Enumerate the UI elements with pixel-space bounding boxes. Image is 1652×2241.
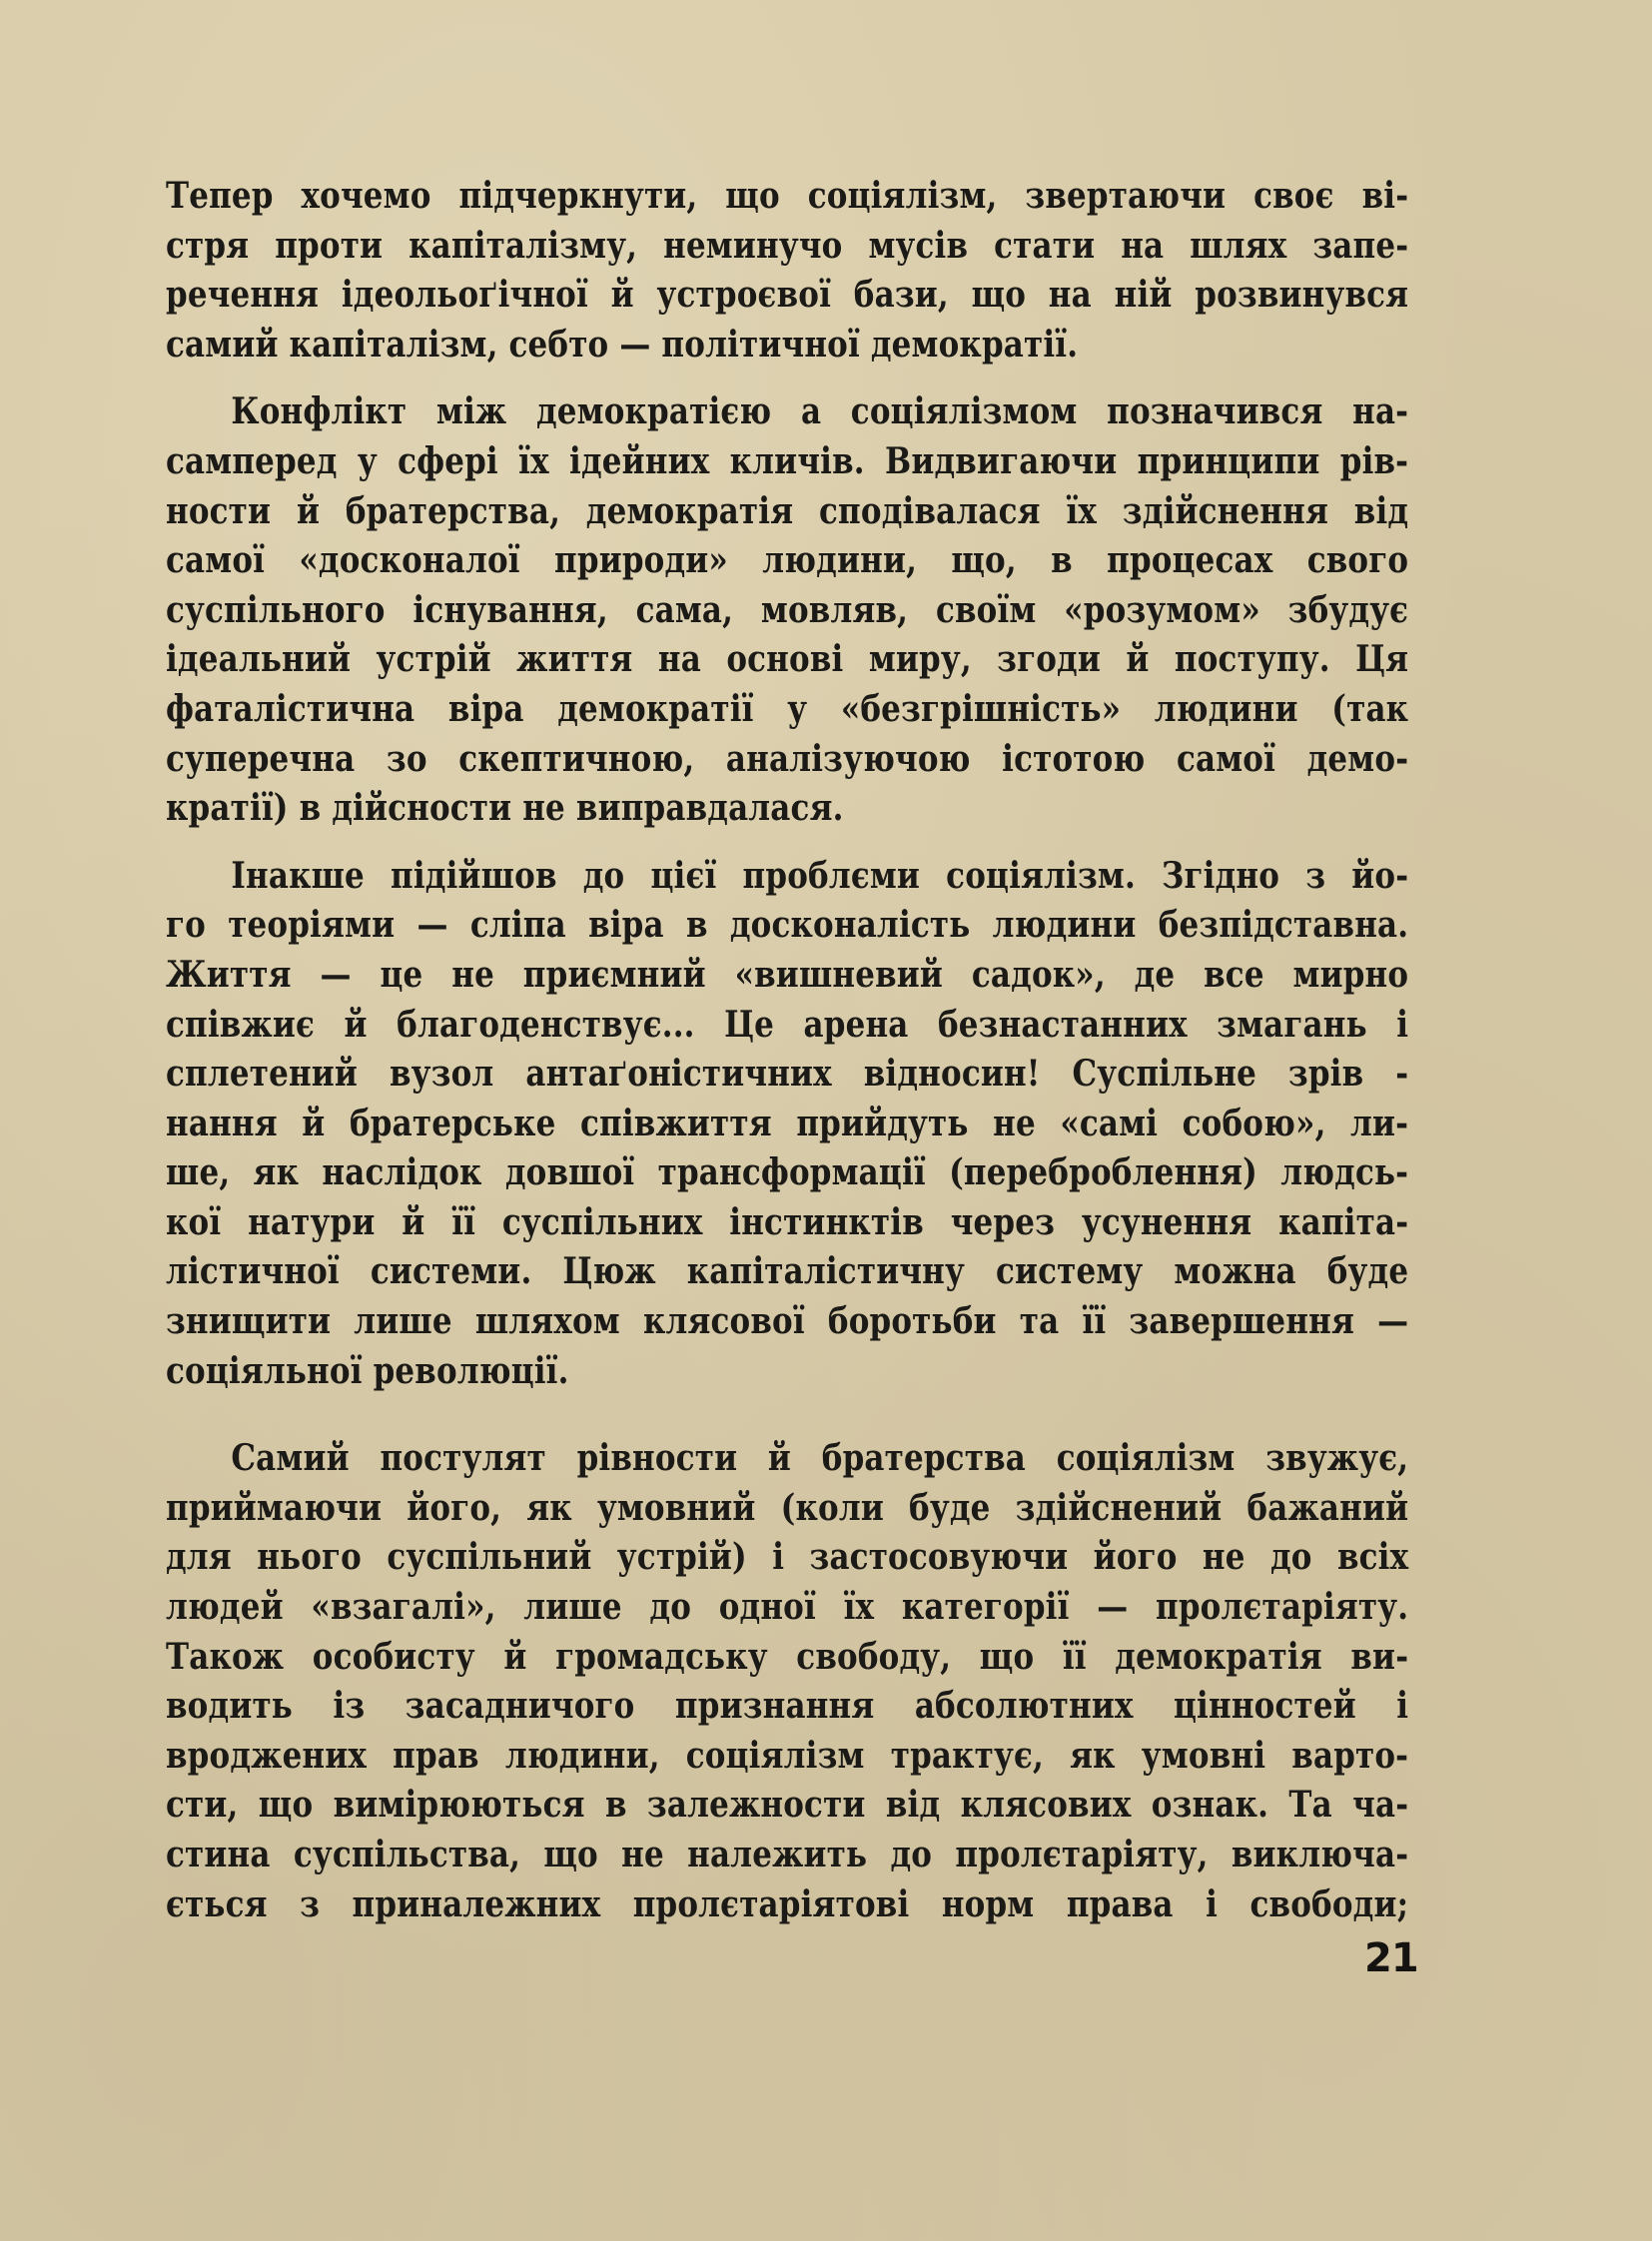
text-line: вроджених прав людини, соціялізм трактує, як умовні варто- (166, 1734, 1409, 1777)
text-line: сплетений вузол антаґоністичних відносин! Суспільне зрів - (166, 1053, 1409, 1096)
paragraph-2 (166, 387, 1408, 833)
text-line: ности й братерства, демократія сподівалася їх здійснення від (166, 489, 1409, 532)
text-line: Інакше підійшов до цієї проблєми соціялізм. Згідно з йо- (231, 854, 1409, 897)
text-line: го теоріями — сліпа віра в досконалість людини безпідставна. (166, 904, 1409, 947)
text-line: стина суспільства, що не належить до пролєтаріяту, виключа- (166, 1834, 1409, 1875)
text-line: приймаючи його, як умовний (коли буде здійснений бажаний (166, 1486, 1409, 1529)
text-line: сти, що вимірюються в залежности від клясових ознак. Та ча- (166, 1784, 1409, 1827)
text-line: співжиє й благоденствує... Це арена безнастанних змагань і (166, 1003, 1409, 1046)
text-line: самий капіталізм, себто — політичної демократії. (166, 323, 1079, 366)
text-line: фаталістична віра демократії у «безгрішність» людини (так (166, 687, 1409, 730)
text-line: Тепер хочемо підчеркнути, що соціялізм, звертаючи своє ві- (166, 175, 1409, 217)
text-line: соціяльної революції. (166, 1349, 569, 1392)
text-line: Конфлікт між демократією а соціялізмом позначився на- (231, 390, 1409, 433)
text-line: стря проти капіталізму, неминучо мусів стати на шлях запе- (166, 224, 1409, 267)
text-line: кратії) в дійсности не виправдалася. (166, 787, 844, 830)
text-line: лістичної системи. Цюж капіталістичну систему можна буде (166, 1250, 1409, 1293)
text-line: речення ідеольоґічної й устроєвої бази, що на ній розвинувся (166, 274, 1409, 317)
page-number: 21 (1364, 1935, 1418, 1981)
text-line: кої натури й її суспільних інстинктів через усунення капіта- (166, 1200, 1409, 1243)
text-line: для нього суспільний устрій) і застосовуючи його не до всіх (166, 1536, 1409, 1579)
text-line: Також особисту й громадську свободу, що її демократія ви- (166, 1635, 1409, 1678)
paragraph-3 (166, 852, 1408, 1397)
text-line: водить із засадничого признання абсолютних цінностей і (166, 1685, 1409, 1728)
text-line: самої «досконалої природи» людини, що, в процесах свого (166, 539, 1409, 582)
text-line: знищити лише шляхом клясової боротьби та її завершення — (166, 1300, 1409, 1343)
text-line: ше, як наслідок довшої трансформації (переброблення) людсь- (166, 1151, 1409, 1194)
book-page-text (166, 172, 1408, 1929)
paragraph-1 (166, 172, 1408, 370)
text-line: Життя — це не приємний «вишневий садок», де все мирно (166, 953, 1409, 996)
text-line: нання й братерське співжиття прийдуть не «самі собою», ли- (166, 1102, 1409, 1144)
text-line: самперед у сфері їх ідейних кличів. Видвигаючи принципи рів- (166, 439, 1409, 482)
text-line: ється з приналежних пролєтаріятові норм права і свободи; (166, 1882, 1409, 1925)
text-line: суперечна зо скептичною, аналізуючою істотою самої демо- (166, 737, 1409, 780)
paragraph-4 (166, 1434, 1408, 1929)
text-line: Самий постулят рівности й братерства соціялізм звужує, (231, 1437, 1409, 1480)
text-line: людей «взагалі», лише до одної їх категорії — пролєтаріяту. (166, 1586, 1409, 1629)
text-line: суспільного існування, сама, мовляв, своїм «розумом» збудує (166, 588, 1409, 631)
text-line: ідеальний устрій життя на основі миру, згоди й поступу. Ця (166, 638, 1409, 681)
